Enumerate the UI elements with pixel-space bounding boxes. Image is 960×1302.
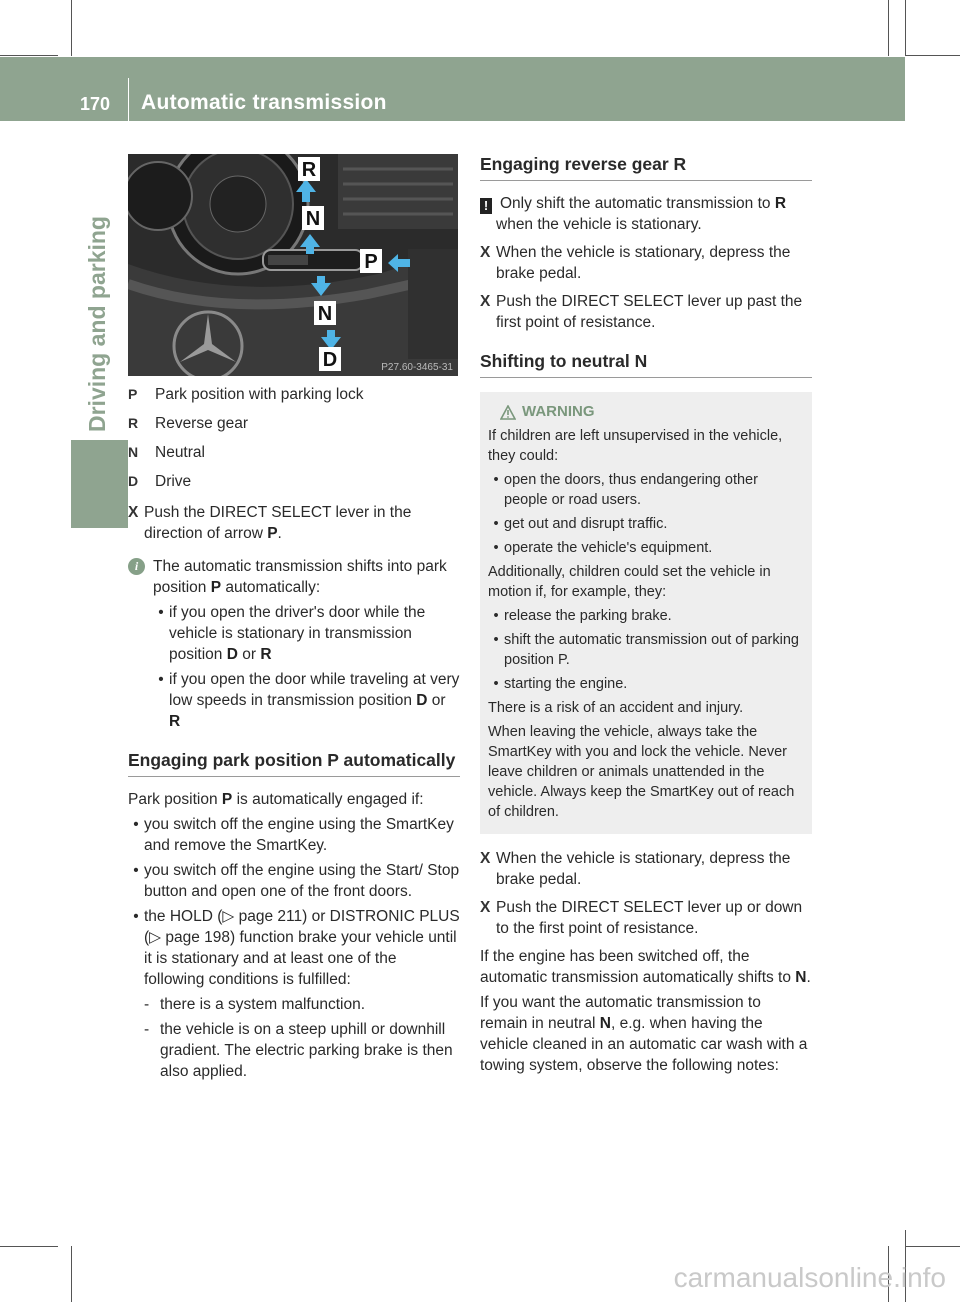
warning-text: Additionally, children could set the vehicle in motion if, for example, they:	[488, 564, 771, 600]
info-bullet: • if you open the driver's door while the vehicle is stationary in transmission position D or R	[158, 604, 426, 663]
info-bullet: • if you open the door while traveling at very low speeds in transmission position D or R	[158, 671, 460, 730]
warning-header: WARNING	[500, 402, 804, 422]
warning-text: If children are left unsupervised in the vehicle, they could:	[488, 428, 783, 464]
warning-bullet: • operate the vehicle's equipment.	[493, 540, 713, 556]
warning-icon	[500, 405, 516, 420]
gear-symbol: D	[128, 473, 139, 489]
warning-bullet: • shift the automatic transmission out of parking position P.	[493, 632, 799, 668]
photo-code: P27.60-3465-31	[381, 362, 453, 373]
gear-lever-photo	[128, 154, 458, 376]
instruction-step: X When the vehicle is stationary, depress the brake pedal.	[480, 244, 791, 282]
watermark: carmanualsonline.info	[673, 1262, 946, 1293]
header-separator	[128, 78, 129, 121]
info-text: The automatic transmission shifts into park position P automatically:	[153, 558, 447, 596]
warning-text: When leaving the vehicle, always take the SmartKey with you and lock the vehicle. Never leave children or animals unattended in the vehicle. Always keep the SmartKey out of reach of children.	[488, 724, 795, 820]
photo-label-r: R	[301, 159, 317, 181]
gear-symbol: R	[128, 415, 139, 431]
legend-item	[128, 413, 460, 434]
step-arrow-icon: X	[480, 850, 491, 867]
step-arrow-icon: X	[480, 899, 491, 916]
side-tab-block	[71, 440, 128, 528]
legend-text: Reverse gear	[155, 415, 249, 432]
paragraph: If you want the automatic transmission to remain in neutral N, e.g. when having the vehicle cleaned in an automatic car wash with a towing system, observe the following notes:	[480, 994, 808, 1074]
caution-note: ! Only shift the automatic transmission to R when the vehicle is stationary.	[480, 193, 812, 235]
instruction-step: X Push the DIRECT SELECT lever up or down to the first point of resistance.	[480, 899, 803, 937]
page-header	[0, 57, 905, 121]
paragraph: If the engine has been switched off, the automatic transmission automatically shifts to N.	[480, 948, 811, 986]
warning-bullet: • open the doors, thus endangering other people or road users.	[493, 472, 758, 508]
step-arrow-icon: X	[128, 504, 139, 521]
crop-mark	[905, 55, 960, 56]
warning-text: There is a risk of an accident and injury.	[488, 700, 744, 716]
caution-icon: !	[480, 198, 492, 214]
bullet-item: • you switch off the engine using the Start/ Stop button and open one of the front doors.	[133, 862, 460, 900]
warning-box	[480, 392, 812, 834]
warning-bullet: • get out and disrupt traffic.	[493, 516, 668, 532]
crop-mark	[905, 1246, 960, 1247]
photo-label-n: N	[305, 208, 321, 230]
section-heading: Engaging reverse gear R	[480, 154, 812, 181]
step-arrow-icon: X	[480, 293, 491, 310]
instruction-step: X When the vehicle is stationary, depress the brake pedal.	[480, 850, 791, 888]
dash-item: - the vehicle is on a steep uphill or downhill gradient. The electric parking brake is then also applied.	[144, 1021, 453, 1080]
section-heading: Shifting to neutral N	[480, 351, 812, 378]
instruction-step: X Push the DIRECT SELECT lever up past the first point of resistance.	[480, 293, 803, 331]
step-text: Push the DIRECT SELECT lever in the direction of arrow P.	[144, 504, 412, 542]
page-title: Automatic transmission	[141, 91, 387, 114]
right-column	[480, 154, 812, 1076]
crop-mark	[905, 0, 906, 56]
info-note	[128, 556, 460, 732]
dash-item: - there is a system malfunction.	[144, 996, 366, 1013]
warning-bullet: • starting the engine.	[493, 676, 628, 692]
legend-item	[128, 442, 460, 463]
crop-mark	[0, 1246, 58, 1247]
photo-label-d: D	[322, 349, 338, 371]
gear-symbol: N	[128, 444, 139, 460]
crop-mark	[71, 1246, 72, 1302]
legend-text: Drive	[155, 473, 192, 490]
paragraph: Park position P is automatically engaged if:	[128, 791, 424, 808]
photo-label-n2: N	[317, 303, 333, 325]
legend-text: Neutral	[155, 444, 205, 461]
crop-mark	[71, 0, 72, 56]
bullet-item: • the HOLD (▷ page 211) or DISTRONIC PLUS (▷ page 198) function brake your vehicle until it is stationary and at least one of the following conditions is fulfilled:	[133, 908, 460, 988]
instruction-step	[128, 502, 460, 544]
left-column	[128, 154, 460, 1082]
photo-label-p: P	[364, 251, 378, 273]
side-tab-label: Driving and parking	[84, 216, 110, 432]
page-number: 170	[80, 94, 111, 114]
section-heading: Engaging park position P automatically	[128, 750, 460, 777]
crop-mark	[0, 55, 58, 56]
steering-wheel-illustration	[128, 154, 458, 376]
legend-item	[128, 471, 460, 492]
gear-symbol: P	[128, 386, 138, 402]
step-arrow-icon: X	[480, 244, 491, 261]
info-icon: i	[128, 558, 145, 575]
legend-text: Park position with parking lock	[155, 386, 364, 403]
legend-item	[128, 384, 460, 405]
bullet-item: • you switch off the engine using the SmartKey and remove the SmartKey.	[133, 816, 454, 854]
crop-mark	[888, 0, 889, 56]
warning-bullet: • release the parking brake.	[493, 608, 672, 624]
